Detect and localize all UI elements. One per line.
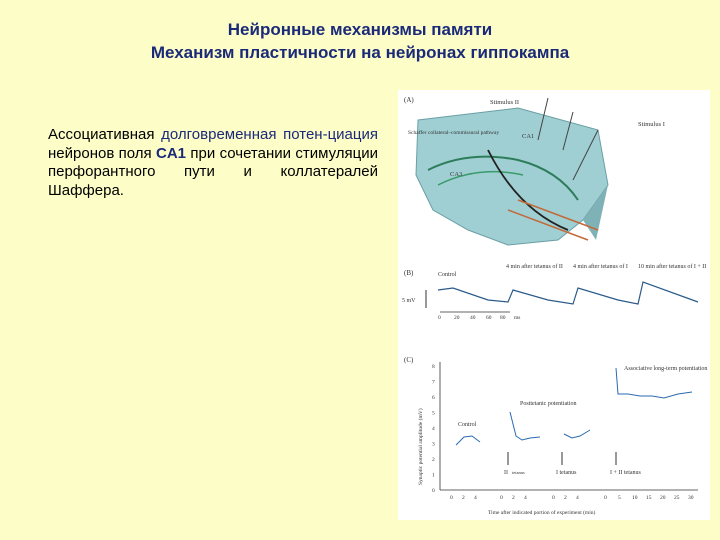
trace-label-tetanus-1: 4 min after tetanus of I (573, 264, 628, 270)
x-tick: 10 (632, 495, 638, 501)
time-unit: ms (514, 315, 521, 321)
x-tick: 5 (618, 495, 621, 501)
y-tick: 5 (432, 410, 435, 417)
body-text-3: нейронов поля (48, 144, 157, 162)
post-label: Posttetanic potentiation (520, 401, 577, 407)
time-tick: 80 (500, 315, 506, 321)
panel-a-label: (A) (404, 96, 414, 104)
y-tick: 4 (432, 426, 435, 432)
time-tick: 40 (470, 315, 476, 321)
control-label: Control (458, 422, 477, 428)
y-tick: 3 (432, 441, 435, 448)
y-tick-labels (432, 364, 435, 494)
y-axis-title: Synaptic potential amplitude (mV) (418, 408, 424, 485)
figure-panel (398, 90, 710, 520)
time-tick: 60 (486, 315, 492, 321)
body-text-5: при сочетании стимуляции перфорантного пути и коллатералей Шаффера. (48, 144, 378, 199)
body-text-1: Ассоциативная (48, 126, 162, 143)
y-tick: 1 (432, 472, 435, 479)
slide-title: Нейронные механизмы памяти (227, 20, 493, 39)
assoc-label: Associative long-term potentiation (624, 366, 708, 372)
trace-label-control: Control (438, 272, 457, 278)
x-tick: 25 (674, 495, 680, 501)
panel-b-label: (B) (404, 269, 414, 277)
x-tick: 2 (462, 495, 465, 501)
x-axis-title: Time after indicated portion of experiment (min) (488, 510, 596, 516)
voltage-trace (438, 282, 698, 304)
marker-1: I tetanus (556, 470, 577, 476)
x-tick: 30 (688, 495, 694, 501)
x-tick: 0 (604, 495, 607, 501)
time-tick: 0 (438, 315, 441, 321)
figure-svg (398, 90, 710, 520)
marker-2-sub: tetanus (512, 470, 525, 475)
x-tick: 0 (552, 495, 555, 501)
marker-both: I + II tetanus (610, 470, 641, 476)
y-tick: 2 (432, 457, 435, 463)
ca1-label: CA1 (522, 133, 535, 140)
hippocampus-slice (416, 108, 608, 245)
stimulus-1-label: Stimulus I (638, 121, 665, 128)
y-tick: 6 (432, 395, 435, 401)
x-tick: 2 (564, 495, 567, 501)
body-paragraph (48, 126, 378, 200)
slide-subtitle: Механизм пластичности на нейронах гиппокампа (150, 43, 570, 62)
body-text-ltp: долговременная потен-циация (161, 126, 378, 143)
y-tick: 8 (432, 364, 435, 370)
x-tick-labels (450, 495, 694, 501)
series-post (510, 412, 540, 440)
series-control (456, 436, 480, 445)
pathway-label: Schaffer collateral–commissural pathway (408, 130, 500, 136)
x-tick: 0 (500, 495, 503, 501)
ca3-label: CA3 (450, 171, 463, 178)
x-tick: 4 (576, 495, 579, 501)
x-tick: 20 (660, 495, 666, 501)
y-tick: 0 (432, 488, 435, 494)
y-tick: 7 (432, 379, 435, 386)
x-tick: 2 (512, 495, 515, 501)
x-tick: 0 (450, 495, 453, 501)
x-tick: 15 (646, 495, 652, 501)
body-text-ca1: CA1 (156, 144, 187, 162)
marker-2: II (504, 470, 508, 476)
stimulus-2-label: Stimulus II (490, 99, 520, 106)
panel-c-label: (C) (404, 356, 414, 364)
x-tick: 4 (474, 495, 477, 501)
trace-label-tetanus-both: 10 min after tetanus of I + II (638, 264, 707, 270)
series-i (564, 430, 590, 438)
x-tick: 4 (524, 495, 527, 501)
time-tick: 20 (454, 315, 460, 321)
scale-label: 5 mV (402, 298, 416, 304)
series-assoc (616, 368, 692, 398)
trace-label-tetanus-2: 4 min after tetanus of II (506, 264, 563, 270)
